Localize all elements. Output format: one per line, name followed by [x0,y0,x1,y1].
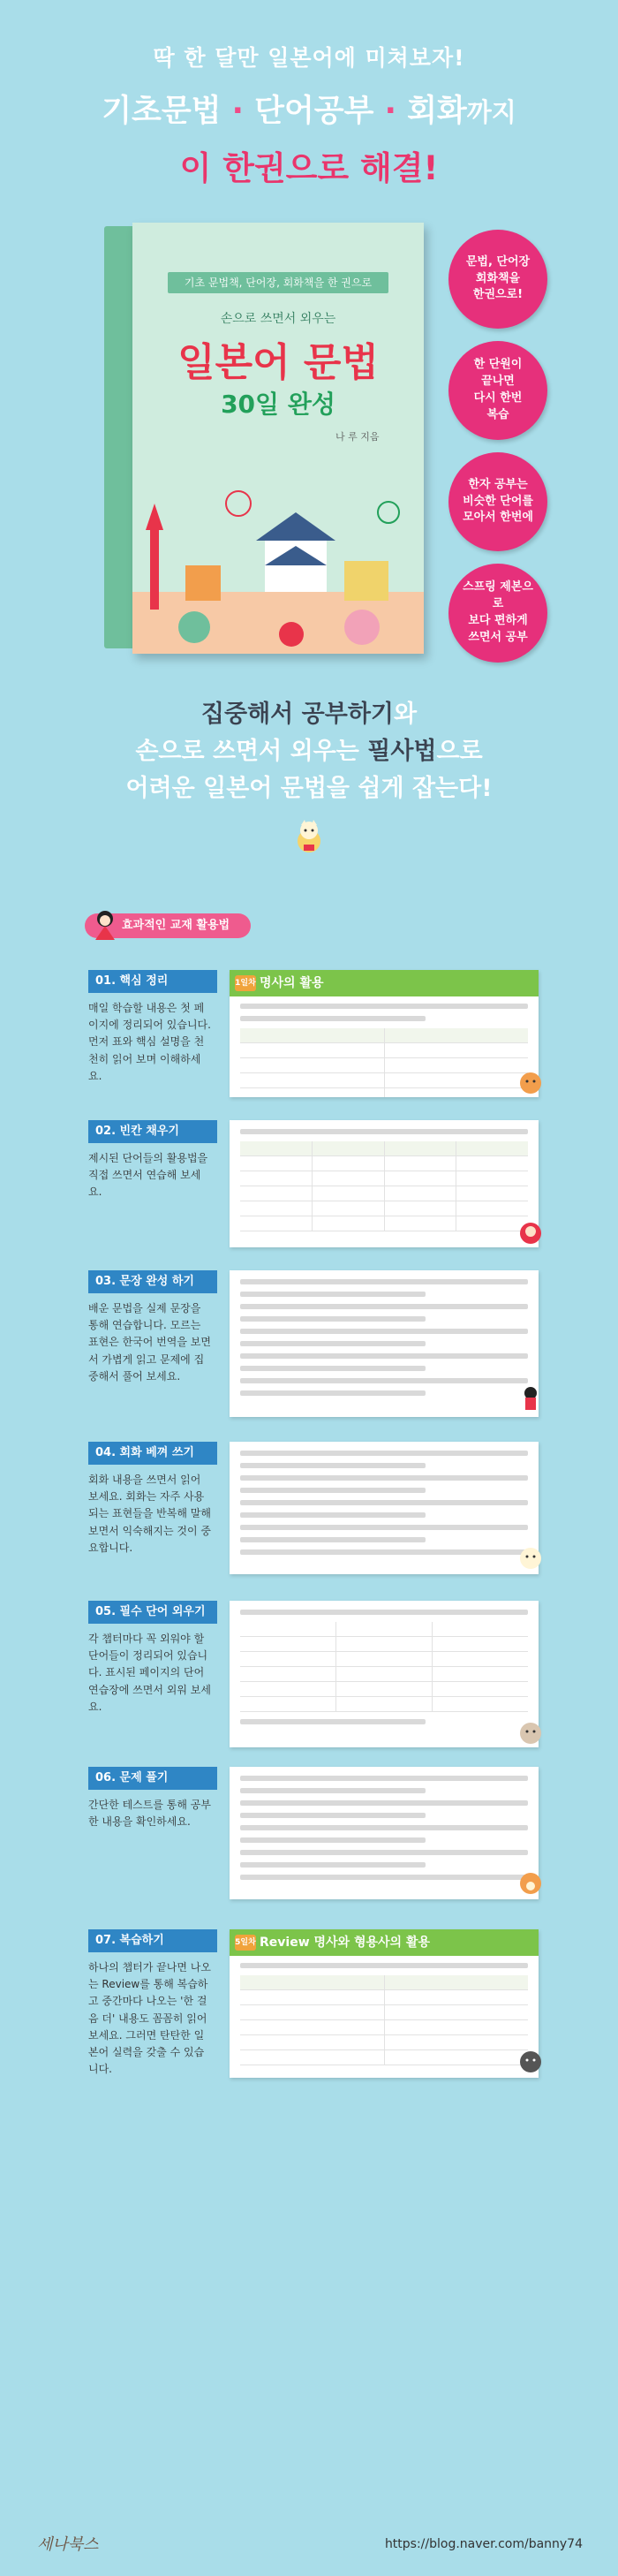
cat-mascot-icon [517,1544,544,1571]
step-6 [88,1767,539,1899]
step-description: 회화 내용을 쓰면서 읽어 보세요. 회화는 자주 사용되는 표현들을 반복해 말해보면서 익숙해지는 것이 중요합니다. [88,1474,211,1554]
feature-bubble: 한 단원이 끝나면 다시 한번 복습 [448,341,547,440]
step-3 [88,1270,539,1417]
usage-guide-banner: 효과적인 교재 활용법 [85,913,251,938]
step-description: 각 챕터마다 꼭 외워야 할 단어들이 정리되어 있습니다. 표시된 페이지의 단어 연습장에 쓰면서 외워 보세요. [88,1633,211,1713]
cover-days: 30일 완성 [221,390,335,419]
doll-icon [92,910,118,942]
feature-bubble: 한자 공부는 비슷한 단어를 모아서 한번에 [448,452,547,551]
feature-bubble: 스프링 제본으로 보다 편하게 쓰면서 공부 [448,564,547,663]
step-label: 04. 회화 베껴 쓰기 [88,1442,217,1465]
headline-grammar: 기초문법 [102,94,222,129]
step-preview [230,1929,539,2078]
step-preview [230,1120,539,1247]
cover-title: 일본어 문법 [177,340,379,385]
headline-conversation: 회화 [407,94,467,129]
step-preview [230,1270,539,1417]
method-line-3: 어려운 일본어 문법을 쉽게 잡는다! [125,774,493,802]
feature-bubble: 문법, 단어장 회화책을 한권으로! [448,230,547,329]
blog-url-link[interactable]: https://blog.naver.com/banny74 [384,2537,583,2551]
step-4 [88,1442,539,1574]
step-5 [88,1601,539,1747]
cover-illustration [132,477,424,654]
cover-band: 기초 문법책, 단어장, 회화책을 한 권으로 [168,272,388,293]
hero-headline [0,87,618,131]
shiba-mascot-icon [517,1869,544,1896]
kokeshi-mascot-icon [517,1385,544,1412]
step-7 [88,1929,539,2078]
step-label: 01. 핵심 정리 [88,970,217,993]
cover-subtitle: 손으로 쓰면서 외우는 [220,312,336,326]
method-statement [0,696,618,807]
preview-header: 5일차 Review 명사와 형용사의 활용 [230,1929,539,1956]
step-label: 07. 복습하기 [88,1929,217,1952]
step-description: 하나의 챕터가 끝나면 나오는 Review를 통해 복습하고 중간마다 나오는 '한 걸음 더' 내용도 꼼꼼히 읽어 보세요. 그러면 탄탄한 일본어 실력을 갖출 수 있습니다. [88,1961,211,2076]
cover-author: 나 루 지음 [335,431,380,443]
headline-suffix: 까지 [466,97,516,127]
step-label: 05. 필수 단어 외우기 [88,1601,217,1624]
step-preview [230,970,539,1097]
book-showcase [0,219,618,678]
preview-header: 1일차 명사의 활용 [230,970,539,996]
step-description: 배운 문법을 실제 문장을 통해 연습합니다. 모르는 표현은 한국어 번역을 보면서 가볍게 읽고 문제에 집중해서 풀어 보세요. [88,1302,211,1383]
method-line-2: 손으로 쓰면서 외우는 필사법으로 [135,737,483,765]
tiger-mascot-icon [517,1069,544,1095]
step-preview [230,1442,539,1574]
lucky-cat-icon [294,818,324,853]
book-spine [104,226,134,648]
step-2 [88,1120,539,1247]
step-description: 간단한 테스트를 통해 공부한 내용을 확인하세요. [88,1799,211,1829]
step-preview [230,1601,539,1747]
step-label: 06. 문제 풀기 [88,1767,217,1790]
hero-headline-2: 이 한권으로 해결! [179,149,439,187]
step-preview [230,1767,539,1899]
cat-mascot-icon [517,1719,544,1746]
cat-mascot-icon [517,2048,544,2074]
publisher-logo: 세나북스 [37,2535,99,2554]
step-description: 제시된 단어들의 활용법을 직접 쓰면서 연습해 보세요. [88,1152,208,1199]
daruma-mascot-icon [517,1219,544,1246]
hero-section [0,0,618,189]
hero-tagline: 딱 한 달만 일본어에 미쳐보자! [153,45,465,71]
method-line-1: 집중해서 공부하기와 [200,701,418,728]
headline-vocab: 단어공부 [254,94,374,129]
step-label: 02. 빈칸 채우기 [88,1120,217,1143]
headline-dot: · [221,94,255,129]
step-label: 03. 문장 완성 하기 [88,1270,217,1293]
step-description: 매일 학습할 내용은 첫 페이지에 정리되어 있습니다. 먼저 표와 핵심 설명을 천천히 읽어 보며 이해하세요. [88,1002,211,1082]
book-cover [132,223,424,654]
headline-dot: · [373,94,408,129]
step-1 [88,970,539,1097]
